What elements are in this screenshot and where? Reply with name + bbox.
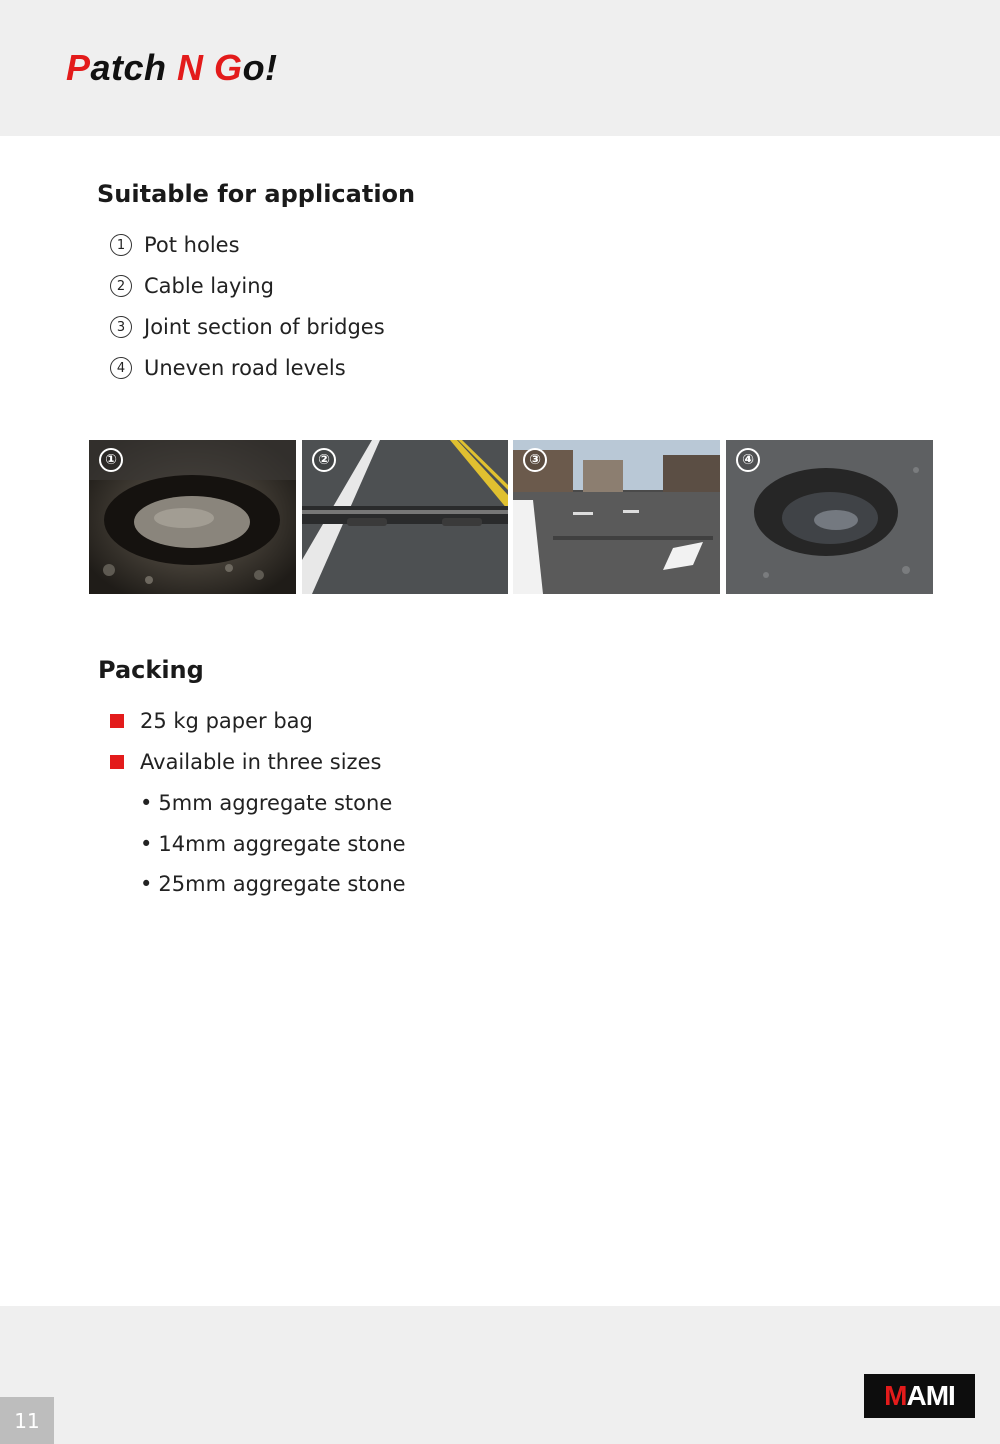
application-label: Cable laying bbox=[144, 274, 274, 298]
bullet-dot-icon: • bbox=[140, 832, 153, 856]
packing-heading: Packing bbox=[98, 656, 204, 684]
applications-heading: Suitable for application bbox=[97, 180, 416, 208]
red-square-bullet-icon bbox=[110, 714, 124, 728]
page-number: 11 bbox=[0, 1397, 54, 1444]
circled-number-icon: 2 bbox=[110, 275, 132, 297]
footer-band bbox=[0, 1306, 1000, 1444]
size-item bbox=[140, 788, 392, 818]
size-label: 25mm aggregate stone bbox=[158, 872, 406, 896]
title-part-n: N bbox=[177, 47, 215, 88]
brand-title bbox=[66, 44, 278, 92]
size-item bbox=[140, 869, 406, 899]
title-part-p: P bbox=[66, 47, 91, 88]
photo-badge: ③ bbox=[523, 448, 547, 472]
photo-badge: ④ bbox=[736, 448, 760, 472]
red-square-bullet-icon bbox=[110, 755, 124, 769]
logo-ami: AMI bbox=[906, 1380, 955, 1411]
photo-cable-laying bbox=[302, 440, 508, 594]
application-label: Pot holes bbox=[144, 233, 240, 257]
packing-label: 25 kg paper bag bbox=[140, 709, 313, 733]
bullet-dot-icon: • bbox=[140, 872, 153, 896]
application-item bbox=[110, 230, 240, 260]
photo-badge: ① bbox=[99, 448, 123, 472]
mami-logo bbox=[864, 1374, 975, 1418]
size-item bbox=[140, 829, 406, 859]
title-part-o: o! bbox=[242, 47, 278, 88]
size-label: 5mm aggregate stone bbox=[158, 791, 393, 815]
title-part-g: G bbox=[214, 47, 243, 88]
application-item bbox=[110, 271, 274, 301]
photo-pothole bbox=[89, 440, 296, 594]
logo-m: M bbox=[884, 1380, 907, 1411]
application-item bbox=[110, 312, 385, 342]
circled-number-icon: 3 bbox=[110, 316, 132, 338]
packing-item bbox=[110, 747, 381, 777]
application-label: Joint section of bridges bbox=[144, 315, 385, 339]
size-label: 14mm aggregate stone bbox=[158, 832, 406, 856]
packing-item bbox=[110, 706, 313, 736]
circled-number-icon: 4 bbox=[110, 357, 132, 379]
photo-badge: ② bbox=[312, 448, 336, 472]
photo-uneven-road bbox=[726, 440, 933, 594]
title-part-atch: atch bbox=[90, 47, 178, 88]
application-label: Uneven road levels bbox=[144, 356, 346, 380]
circled-number-icon: 1 bbox=[110, 234, 132, 256]
application-item bbox=[110, 353, 346, 383]
packing-label: Available in three sizes bbox=[140, 750, 382, 774]
photo-bridge-joint bbox=[513, 440, 720, 594]
bullet-dot-icon: • bbox=[140, 791, 153, 815]
